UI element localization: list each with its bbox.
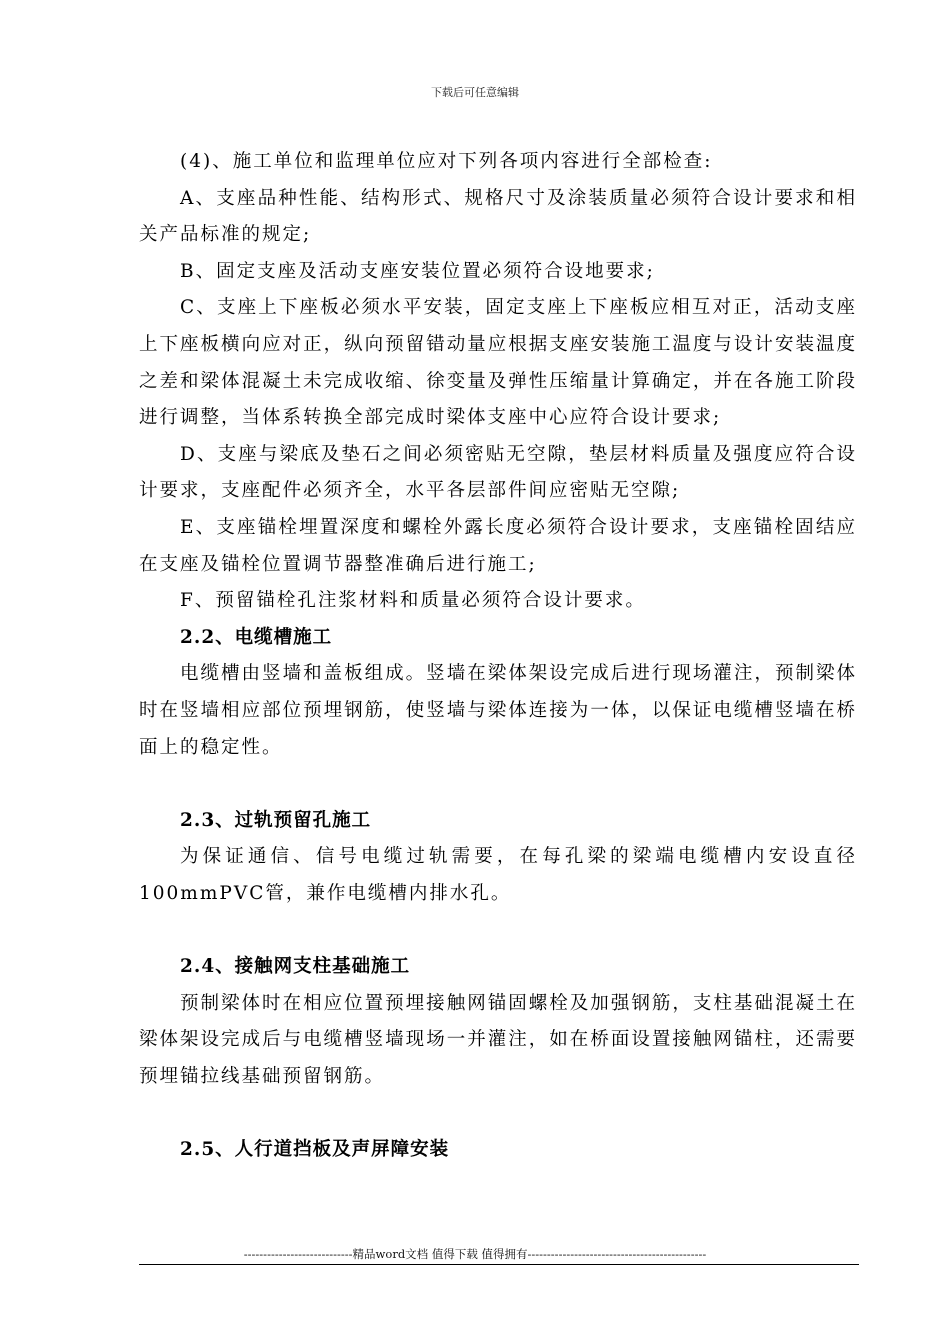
section-heading-2-3: 2.3、过轨预留孔施工	[180, 809, 372, 831]
paragraph-item-d: D、支座与梁底及垫石之间必须密贴无空隙，垫层材料质量及强度应符合设计要求，支座配件必须齐全，水平各层部件间应密贴无空隙;	[139, 443, 857, 502]
section-body-2-4: 预制梁体时在相应位置预埋接触网锚固螺栓及加强钢筋，支柱基础混凝土在梁体架设完成后与电缆槽竖墙现场一并灌注，如在桥面设置接触网锚柱，还需要预埋锚拉线基础预留钢筋。	[139, 992, 857, 1087]
page-footer: ----------------------------精品word文档 值得下载 值得拥有----------------------------------------------	[243, 1247, 707, 1261]
section-heading-2-2: 2.2、电缆槽施工	[180, 626, 333, 648]
section-body-2-2: 电缆槽由竖墙和盖板组成。竖墙在梁体架设完成后进行现场灌注，预制梁体时在竖墙相应部位预埋钢筋，使竖墙与梁体连接为一体，以保证电缆槽竖墙在桥面上的稳定性。	[139, 663, 857, 758]
paragraph-inspection-intro: (4)、施工单位和监理单位应对下列各项内容进行全部检查:	[180, 151, 713, 172]
section-heading-2-4: 2.4、接触网支柱基础施工	[180, 956, 411, 978]
paragraph-item-b: B、固定支座及活动支座安装位置必须符合设地要求;	[180, 260, 655, 282]
document-body	[139, 144, 857, 1169]
section-body-2-3: 为保证通信、信号电缆过轨需要，在每孔梁的梁端电缆槽内安设直径100mmPVC管，兼作电缆槽内排水孔。	[139, 846, 857, 904]
paragraph-item-f: F、预留锚栓孔注浆材料和质量必须符合设计要求。	[180, 590, 646, 612]
paragraph-item-a: A、支座品种性能、结构形式、规格尺寸及涂装质量必须符合设计要求和相关产品标准的规定;	[139, 187, 857, 246]
paragraph-item-c: C、支座上下座板必须水平安装，固定支座上下座板应相互对正，活动支座上下座板横向应对正，纵向预留错动量应根据支座安装施工温度与设计安装温度之差和梁体混凝土未完成收缩、徐变量及弹性压缩量计算确定，并在各施工阶段进行调整，当体系转换全部完成时梁体支座中心应符合设计要求;	[139, 297, 857, 429]
blank-line	[139, 1095, 857, 1132]
paragraph-item-e: E、支座锚栓埋置深度和螺栓外露长度必须符合设计要求，支座锚栓固结应在支座及锚栓位置调节器整准确后进行施工;	[139, 516, 857, 575]
blank-line	[139, 912, 857, 949]
page-header: 下载后可任意编辑	[431, 86, 519, 99]
blank-line	[139, 766, 857, 803]
footer-divider	[139, 1264, 859, 1265]
section-heading-2-5: 2.5、人行道挡板及声屏障安装	[180, 1139, 450, 1161]
